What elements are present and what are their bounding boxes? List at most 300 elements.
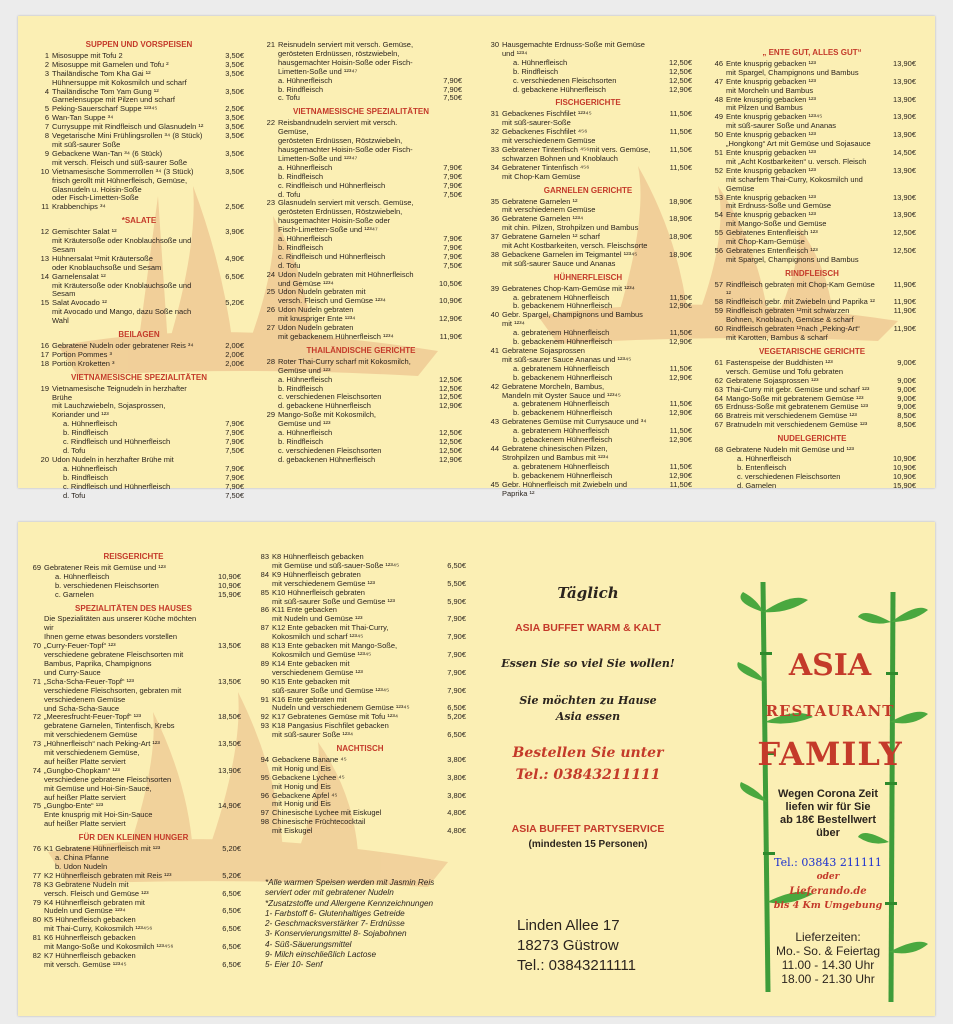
item-price: 4,80€ — [447, 826, 466, 836]
item-description: Udon Nudeln gebraten mit Hühnerfleisch — [278, 269, 414, 279]
item-price: 13,90€ — [893, 76, 916, 86]
item-number: 54 — [714, 210, 723, 220]
item-price — [422, 41, 462, 50]
item-price — [652, 347, 692, 356]
item-description: mit Nudeln und Gemüse ¹²³ — [272, 614, 363, 624]
item-price — [204, 385, 244, 403]
item-description: d. gebackene Hühnerfleisch — [513, 84, 606, 94]
item-number: 81 — [32, 933, 41, 943]
item-price: 8,50€ — [897, 420, 916, 430]
item-description: Gebackenes Fischfilet ¹²³⁴⁵ — [502, 109, 592, 119]
item-description: Chinesische Lychee mit Eiskugel — [272, 808, 382, 818]
item-number — [484, 68, 513, 77]
item-number — [26, 573, 55, 582]
item-price: 11,90€ — [893, 306, 916, 316]
item-price: 12,50€ — [439, 374, 462, 384]
item-number — [260, 137, 278, 146]
item-number: 67 — [714, 420, 723, 430]
item-number — [34, 465, 63, 474]
item-price: 7,90€ — [443, 171, 462, 181]
item-number — [26, 651, 44, 660]
item-description: K17 Gebratenes Gemüse mit Tofu ¹²³⁴ — [272, 712, 399, 722]
item-number — [484, 77, 513, 86]
item-description: Gebratenes Entenfleisch ¹²³ — [726, 245, 818, 255]
item-number — [34, 308, 52, 326]
item-description: Salat Avocado ¹² — [52, 298, 107, 308]
item-number: 97 — [260, 808, 269, 818]
item-description: K14 Ente gebacken mit — [272, 658, 350, 668]
item-description: c. verschiedenen Fleischsorten — [278, 392, 382, 402]
item-description: verschiedenem Gemüse — [44, 694, 126, 704]
menu-item-row — [484, 173, 692, 182]
item-number: 84 — [260, 569, 269, 579]
address-phone[interactable]: Tel.: 03843211111 — [517, 957, 636, 974]
menu-item-row — [254, 731, 466, 740]
item-description: frisch gerollt mit Hühnerfleisch, Gemüse, — [52, 175, 188, 185]
item-price — [876, 256, 916, 265]
item-number — [34, 237, 52, 255]
menu-item-row — [484, 41, 692, 59]
item-number: 91 — [260, 694, 269, 704]
item-description: Glasnudeln u. Hoisin-Soße — [52, 184, 142, 194]
item-description: a. Hühnerfleisch — [513, 57, 568, 67]
item-number — [260, 429, 278, 438]
item-description: d. gebackenen Hühnerfleisch — [278, 454, 376, 464]
item-price: 11,50€ — [669, 479, 692, 489]
item-number: 55 — [714, 228, 723, 238]
item-price — [204, 282, 244, 300]
item-price: 7,90€ — [225, 472, 244, 482]
item-description: versch. Fleisch und Gemüse ¹²³⁴ — [278, 296, 386, 306]
item-description: d. Tofu — [278, 189, 301, 199]
item-price: 11,90€ — [893, 324, 916, 334]
item-description: Gebackene Banane ⁴⁵ — [272, 754, 347, 764]
item-number: 9 — [44, 148, 49, 158]
allergen-note-line: 2- Geschmacksverstärker 7- Erdnüsse — [265, 919, 405, 929]
item-number — [260, 226, 278, 235]
item-number — [484, 463, 513, 472]
item-description: a. Hühnerfleisch — [63, 419, 118, 429]
order-heading: Bestellen Sie unter — [512, 745, 664, 761]
item-price: 5,20€ — [222, 844, 241, 854]
menu-item-row — [254, 827, 466, 836]
menu-item-row — [260, 333, 462, 342]
item-number: 16 — [40, 341, 49, 350]
item-description: Gebratene Sojasprossen ¹²³ — [726, 375, 819, 385]
item-number: 23 — [266, 198, 275, 208]
item-price: 12,50€ — [893, 228, 916, 238]
item-price: 11,50€ — [669, 328, 692, 338]
item-price — [204, 177, 244, 186]
item-description: d. Tofu — [278, 260, 301, 270]
menu-item-row — [484, 260, 692, 269]
item-price: 12,50€ — [669, 66, 692, 76]
order-phone[interactable]: Tel.: 03843211111 — [515, 767, 661, 783]
item-description: mit verschiedenem Gemüse — [502, 136, 596, 146]
item-description: mit Mango-Soße und Kokosmilch ¹²³⁴⁵⁶ — [44, 942, 174, 952]
address-street: Linden Allee 17 — [517, 917, 620, 934]
item-number — [260, 385, 278, 394]
item-description: Ente knusprig gebacken ¹²³ — [726, 130, 817, 140]
section-heading: VIETNAMESISCHE SPEZIALITÄTEN — [292, 107, 429, 117]
item-number: 30 — [490, 40, 499, 49]
item-description: Hühnersalat ¹²mit Kräutersoße — [52, 253, 153, 263]
section-heading: HÜHNERFLEISCH — [553, 272, 623, 282]
item-number: 70 — [32, 641, 41, 651]
item-description: mit Thai-Curry, Kokosmilch ¹²³⁴⁵⁶ — [44, 924, 153, 934]
item-description: Gebratenes Gemüse mit Currysauce und ³⁴ — [502, 417, 647, 427]
item-price: 10,90€ — [218, 571, 241, 581]
item-description: b. gebackenem Hühnerfleisch — [513, 372, 613, 382]
item-description: Udon Nudeln gebraten mit — [278, 287, 366, 297]
item-number — [254, 731, 272, 740]
item-number — [260, 59, 278, 68]
item-number: 1 — [44, 50, 49, 60]
item-number — [260, 253, 278, 262]
menu-item-row — [26, 820, 241, 829]
item-description: Gebratener Tintenfisch ⁴⁵⁶mit vers. Gemüse, — [502, 144, 651, 154]
item-description: Gebratene Garnelen ¹² — [502, 196, 578, 206]
item-description: Gebackene Garnelen im Teigmantel ¹²³⁴⁵ — [502, 249, 638, 259]
allergen-note-line: 3- Konservierungsmittel 8- Sojabohnen — [265, 929, 407, 939]
item-price: 3,50€ — [225, 50, 244, 60]
item-number — [26, 854, 55, 863]
menu-item-row — [26, 591, 241, 600]
item-number: 2 — [44, 59, 49, 69]
item-number — [260, 333, 278, 342]
item-description: mit Pilzen und Bambus — [726, 103, 803, 113]
item-description: versch. Gemüse und Tofu gebraten — [726, 366, 844, 376]
item-price — [652, 173, 692, 182]
item-description: b. Rindfleisch — [63, 428, 109, 438]
item-price: 12,90€ — [439, 454, 462, 464]
item-number: 76 — [32, 844, 41, 854]
item-number — [26, 660, 44, 669]
item-description: K15 Ente gebacken mit — [272, 676, 350, 686]
item-description: b. gebackenem Hühnerfleisch — [513, 470, 613, 480]
item-description: mit verschiedenem Gemüse, — [44, 748, 140, 758]
menu-item-row — [34, 282, 244, 300]
item-description: K18 Pangasius Fischfilet gebacken — [272, 721, 389, 731]
item-description: b. Rindfleisch — [513, 66, 559, 76]
item-number: 74 — [32, 765, 41, 775]
item-number: 36 — [490, 214, 499, 224]
item-description: mit Honig und Eis — [272, 763, 331, 773]
section-heading: REISGERICHTE — [103, 552, 164, 561]
item-number — [26, 696, 44, 705]
item-description: hausgemachter Hoisin-Soße oder — [278, 216, 391, 226]
corona-line-2: liefen wir für Sie — [785, 801, 871, 813]
item-price: 2,00€ — [225, 341, 244, 350]
back-column-2 — [254, 553, 466, 836]
item-description: Kokosmilch und scharf ¹²³⁴⁵ — [272, 632, 364, 642]
item-number — [254, 827, 272, 836]
daily-heading: Täglich — [557, 584, 619, 602]
item-description: „Gungbo-Chopkam“ ¹²³ — [44, 765, 120, 775]
menu-item-row — [34, 237, 244, 255]
item-number — [484, 59, 513, 68]
item-number: 14 — [40, 271, 49, 281]
item-description: Reisbandnudeln serviert mit versch. Gemüse, — [278, 118, 398, 137]
item-description: b. Entenfleisch — [737, 462, 787, 472]
item-description: Gebackenes Fischfilet ⁴⁵⁶ — [502, 127, 588, 137]
item-price — [201, 651, 241, 660]
item-description: c. Rindfleisch und Hühnerfleisch — [63, 437, 171, 447]
item-description: verschiedene Fleischsorten, gebraten mit — [44, 685, 182, 695]
item-description: K8 Hühnerfleisch gebacken — [272, 552, 364, 561]
item-number — [26, 776, 44, 785]
delivery-oder: oder — [816, 872, 840, 882]
item-price — [652, 445, 692, 454]
item-description: mit Acht Kostbarkeiten, versch. Fleischsorte — [502, 241, 648, 251]
section-heading: RINDFLEISCH — [785, 268, 839, 278]
item-number: 77 — [32, 870, 41, 880]
item-number — [708, 482, 737, 491]
item-description: Thailändische Tom Kha Gai ¹² — [52, 68, 151, 78]
item-number: 47 — [714, 76, 723, 86]
item-description: Gebr. Hühnerfleisch mit Zwiebeln und Paprika ¹² — [502, 479, 628, 498]
item-price: 6,50€ — [225, 271, 244, 281]
item-price: 7,90€ — [225, 437, 244, 447]
item-price: 18,90€ — [669, 249, 692, 259]
item-number: 38 — [490, 249, 499, 259]
item-description: K11 Ente gebacken — [272, 605, 337, 615]
item-number: 63 — [714, 384, 723, 394]
item-description: mit gebackenem Hühnerfleisch ¹²³⁴ — [278, 332, 394, 341]
item-description: mit süß-saurer Sauce Ananas und ¹²³⁴⁵ — [502, 354, 632, 364]
item-description: mit chin. Pilzen, Strohpilzen und Bambus — [502, 223, 639, 233]
item-price: 18,90€ — [669, 232, 692, 242]
item-description: a. gebratenem Hühnerfleisch — [513, 363, 610, 373]
item-number — [260, 208, 278, 217]
item-number: 24 — [266, 269, 275, 279]
item-number: 39 — [490, 283, 499, 293]
item-price: 12,50€ — [439, 436, 462, 446]
item-description: b. Rindfleisch — [278, 84, 324, 94]
item-description: Koriander und ¹²³ — [52, 410, 109, 420]
item-price: 11,50€ — [669, 426, 692, 436]
item-price: 10,90€ — [439, 296, 462, 306]
item-price: 12,90€ — [669, 301, 692, 311]
item-description: Gebratenes Chop-Kam-Gemüse mit ¹²³⁴ — [502, 283, 635, 293]
item-price: 10,90€ — [893, 453, 916, 463]
item-price — [876, 334, 916, 343]
item-number — [260, 235, 278, 244]
section-heading: SPEZIALITÄTEN DES HAUSES — [75, 603, 192, 613]
item-price: 12,90€ — [439, 401, 462, 411]
item-price: 7,50€ — [225, 490, 244, 500]
item-number: 6 — [44, 113, 49, 123]
item-description: Chinesische Früchtecocktail — [272, 817, 366, 827]
front-column-1 — [34, 41, 244, 500]
item-number: 64 — [714, 393, 723, 403]
front-column-4 — [708, 49, 916, 491]
item-price — [422, 137, 462, 146]
item-description: auf heißer Platte serviert — [44, 756, 126, 766]
item-number — [484, 329, 513, 338]
item-description: gerösteten Erdnüssen, Röstzwiebeln, — [278, 207, 403, 217]
item-number: 32 — [490, 127, 499, 137]
item-number — [708, 455, 737, 464]
item-description: Portion Pommes ³ — [52, 349, 113, 359]
item-description: Krabbenchips ³⁴ — [52, 202, 106, 212]
item-number: 51 — [714, 147, 723, 157]
delivery-phone[interactable]: Tel.: 03843 211111 — [774, 856, 882, 869]
item-price — [422, 208, 462, 217]
menu-item-row — [484, 481, 692, 499]
item-number — [484, 400, 513, 409]
item-description: b. verschiedenen Fleischsorten — [55, 580, 159, 590]
item-description: Garnelensuppe mit Pilzen und scharf — [52, 95, 175, 105]
item-number: 56 — [714, 245, 723, 255]
delivery-time-dinner: 18.00 - 21.30 Uhr — [781, 972, 875, 986]
item-number — [26, 615, 44, 633]
partyservice-minimum: (mindesten 15 Personen) — [528, 839, 648, 850]
item-price: 7,90€ — [443, 84, 462, 94]
item-description: Gebratene Sojasprossen — [502, 346, 585, 355]
item-number — [708, 473, 737, 482]
item-description: Limetten-Soße und ¹²³⁴⁷ — [278, 153, 358, 163]
all-you-can-eat-text: Essen Sie so viel Sie wollen! — [501, 657, 675, 670]
item-number — [260, 217, 278, 226]
item-description: c. verschiedenen Fleischsorten — [737, 471, 841, 481]
item-price: 12,90€ — [669, 337, 692, 347]
item-price: 3,50€ — [225, 148, 244, 158]
item-number — [484, 454, 502, 463]
item-description: gerösteten Erdnüssen, röstzwiebeln, — [278, 48, 400, 58]
item-price: 13,90€ — [893, 210, 916, 220]
item-description: verschiedene gebratene Fleischsorten — [44, 774, 172, 784]
menu-item-row — [34, 308, 244, 326]
item-description: Limetten-Soße und ¹²³⁴⁷ — [278, 66, 358, 76]
item-description: Ente knusprig gebacken ¹²³⁴⁵ — [726, 112, 823, 122]
item-price — [422, 411, 462, 420]
item-description: K12 Ente gebacken mit Thai-Curry, — [272, 623, 389, 633]
item-price: 12,90€ — [669, 408, 692, 418]
item-price — [652, 383, 692, 392]
item-description: „Gungbo-Ente“ ¹²³ — [44, 801, 104, 811]
item-number: 42 — [490, 381, 499, 391]
item-number — [34, 282, 52, 300]
item-number — [260, 164, 278, 173]
item-description: Portion Kroketten ³ — [52, 358, 115, 368]
item-number — [26, 749, 44, 758]
item-description: und Gemüse ¹²³⁴ — [278, 278, 334, 288]
item-number — [260, 456, 278, 465]
lieferando-link[interactable]: Lieferando.de — [789, 886, 867, 897]
item-price: 6,50€ — [447, 560, 466, 570]
item-price: 14,90€ — [218, 801, 241, 811]
menu-item-row — [260, 119, 462, 137]
item-price: 11,50€ — [669, 461, 692, 471]
item-price: 7,90€ — [225, 428, 244, 438]
item-description: Mango-Soße mit gebratenem Gemüse ¹²³ — [726, 393, 864, 403]
item-price: 6,50€ — [222, 924, 241, 934]
item-price — [652, 41, 692, 59]
item-description: Gebratene Nudeln oder gebratener Reis ³⁴ — [52, 341, 194, 350]
item-price: 9,00€ — [897, 357, 916, 367]
item-number: 71 — [32, 676, 41, 686]
item-description: mit Honig und Eis — [272, 799, 331, 809]
item-price: 12,90€ — [439, 314, 462, 324]
item-number: 89 — [260, 658, 269, 668]
item-number: 26 — [266, 305, 275, 315]
item-number — [34, 438, 63, 447]
item-number: 49 — [714, 112, 723, 122]
item-description: mit verschiedenem Gemüse — [44, 730, 138, 740]
item-number: 58 — [714, 297, 723, 307]
item-description: Ente knusprig gebacken ¹²³ — [726, 165, 817, 175]
section-heading: „ ENTE GUT, ALLES GUT“ — [762, 48, 862, 57]
item-number: 62 — [714, 375, 723, 385]
home-text-1: Sie möchten zu Hause — [519, 694, 657, 707]
item-description: K6 Hühnerfleisch gebacken — [44, 933, 136, 943]
menu-item-row — [708, 334, 916, 343]
item-number: 52 — [714, 165, 723, 175]
item-description: mit „Acht Kostbarkeiten“ u. versch. Fleisch — [726, 156, 867, 166]
item-number: 79 — [32, 897, 41, 907]
delivery-times-title: Lieferzeiten: — [795, 930, 861, 944]
item-number: 4 — [44, 86, 49, 96]
item-price: 9,00€ — [897, 393, 916, 403]
item-number — [708, 256, 726, 265]
item-description: Thailändische Tom Yam Gung ¹² — [52, 86, 159, 96]
item-description: mit verschiedenem Gemüse — [502, 205, 596, 215]
item-price: 7,90€ — [443, 234, 462, 244]
item-description: K10 Hühnerfleisch gebraten — [272, 587, 365, 597]
section-heading: VEGETARISCHE GERICHTE — [758, 347, 866, 356]
item-description: verschiedenem Gemüse ¹²³ — [272, 667, 363, 677]
item-number — [484, 392, 502, 401]
item-number — [34, 96, 52, 105]
item-price — [201, 696, 241, 705]
item-price: 3,80€ — [447, 754, 466, 764]
menu-back-panel — [18, 522, 935, 1016]
item-number — [34, 483, 63, 492]
item-description: Rindfleisch gebraten ¹²mit schwarzen — [726, 306, 850, 316]
item-description: Kokosmilch und Gemüse ¹²³⁴⁵ — [272, 649, 372, 659]
item-description: a. gebratenem Hühnerfleisch — [513, 399, 610, 409]
item-description: mit süß-saurer Soße — [52, 139, 121, 149]
item-number: 34 — [490, 162, 499, 172]
item-number: 17 — [40, 349, 49, 359]
item-number — [260, 94, 278, 103]
item-price: 15,90€ — [218, 589, 241, 599]
item-number: 21 — [266, 40, 275, 49]
item-description: a. China Pfanne — [55, 853, 109, 862]
item-price — [201, 820, 241, 829]
item-description: Garnelensalat ¹² — [52, 271, 106, 281]
item-description: „Hongkong“ Art mit Gemüse und Sojasauce — [726, 139, 871, 149]
item-number: 78 — [32, 879, 41, 889]
item-description: d. Tofu — [63, 445, 86, 455]
item-description: mit Lauchzwiebeln, Sojasprossen, — [52, 401, 166, 411]
item-price: 3,50€ — [225, 86, 244, 96]
item-description: K9 Hühnerfleisch gebraten — [272, 569, 361, 579]
allergen-note-line: 1- Farbstoff 6- Glutenhaltiges Getreide — [265, 908, 405, 918]
item-price: 7,90€ — [443, 162, 462, 172]
item-price: 5,90€ — [447, 596, 466, 606]
item-price: 6,50€ — [447, 730, 466, 740]
item-description: Ente knusprig gebacken ¹²³ — [726, 147, 817, 157]
section-heading: VIETNAMESISCHE SPEZIALITÄTEN — [70, 372, 207, 382]
item-description: b. gebackenem Hühnerfleisch — [513, 337, 613, 347]
item-description: Currysuppe mit Rindfleisch und Glasnudeln ¹² — [52, 122, 204, 132]
item-number — [484, 427, 513, 436]
item-description: Bratnudeln mit verschiedenem Gemüse ¹²³ — [726, 420, 868, 430]
item-description: Gebr. Spargel, Champignons und Bambus mit ¹²³⁴ — [502, 310, 643, 329]
item-description: b. gebackenem Hühnerfleisch — [513, 435, 613, 445]
